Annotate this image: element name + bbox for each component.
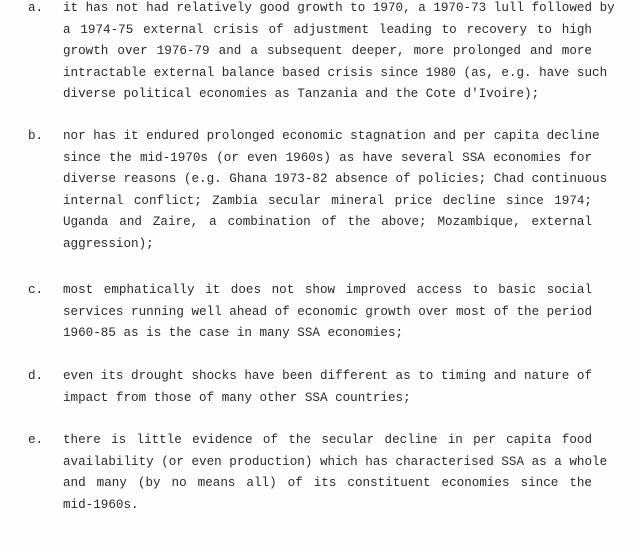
text-line: nor has it endured prolonged economic stagnation and per capita decline [63, 129, 600, 143]
list-marker: a. [28, 1, 44, 15]
text-line: there is little evidence of the secular decline in per capita food [63, 433, 592, 447]
text-line: it has not had relatively good growth to 1970, a 1970-73 lull followed by [63, 1, 615, 15]
text-line: diverse reasons (e.g. Ghana 1973-82 absence of policies; Chad continuous [63, 172, 608, 186]
list-marker: e. [28, 433, 44, 447]
text-line: since the mid-1970s (or even 1960s) as have several SSA economies for [63, 150, 592, 165]
list-marker: c. [28, 283, 44, 297]
list-item-text [63, 366, 592, 409]
text-line: diverse political economies as Tanzania and the Cote d'Ivoire); [63, 87, 540, 101]
list-item-text [63, 126, 608, 255]
text-line: most emphatically it does not show improved access to basic social [63, 283, 592, 297]
list-marker: b. [28, 129, 44, 143]
text-line: services running well ahead of economic growth over most of the period [63, 304, 593, 319]
text-line: intractable external balance based crisis since 1980 (as, e.g. have such [63, 65, 608, 80]
text-line: and many (by no means all) of its constituent economies since the [63, 476, 592, 490]
text-line: impact from those of many other SSA countries; [63, 390, 411, 405]
text-line: aggression); [63, 236, 154, 251]
text-line: mid-1960s. [63, 497, 139, 512]
text-line: growth over 1976-79 and a subsequent deeper, more prolonged and more [63, 44, 592, 58]
text-line: internal conflict; Zambia secular mineral price decline since 1974; [63, 193, 592, 208]
text-line: a 1974-75 external crisis of adjustment leading to recovery to high [63, 22, 592, 37]
text-line: Uganda and Zaire, a combination of the above; Mozambique, external [63, 215, 592, 229]
text-line: availability (or even production) which has characterised SSA as a whole [63, 454, 608, 469]
text-line: 1960-85 as is the case in many SSA economies; [63, 326, 404, 340]
list-item-text [63, 0, 615, 106]
list-marker: d. [28, 369, 44, 383]
list-item-text [63, 280, 592, 345]
list-item-text [63, 430, 608, 516]
text-line: even its drought shocks have been different as to timing and nature of [63, 369, 593, 383]
